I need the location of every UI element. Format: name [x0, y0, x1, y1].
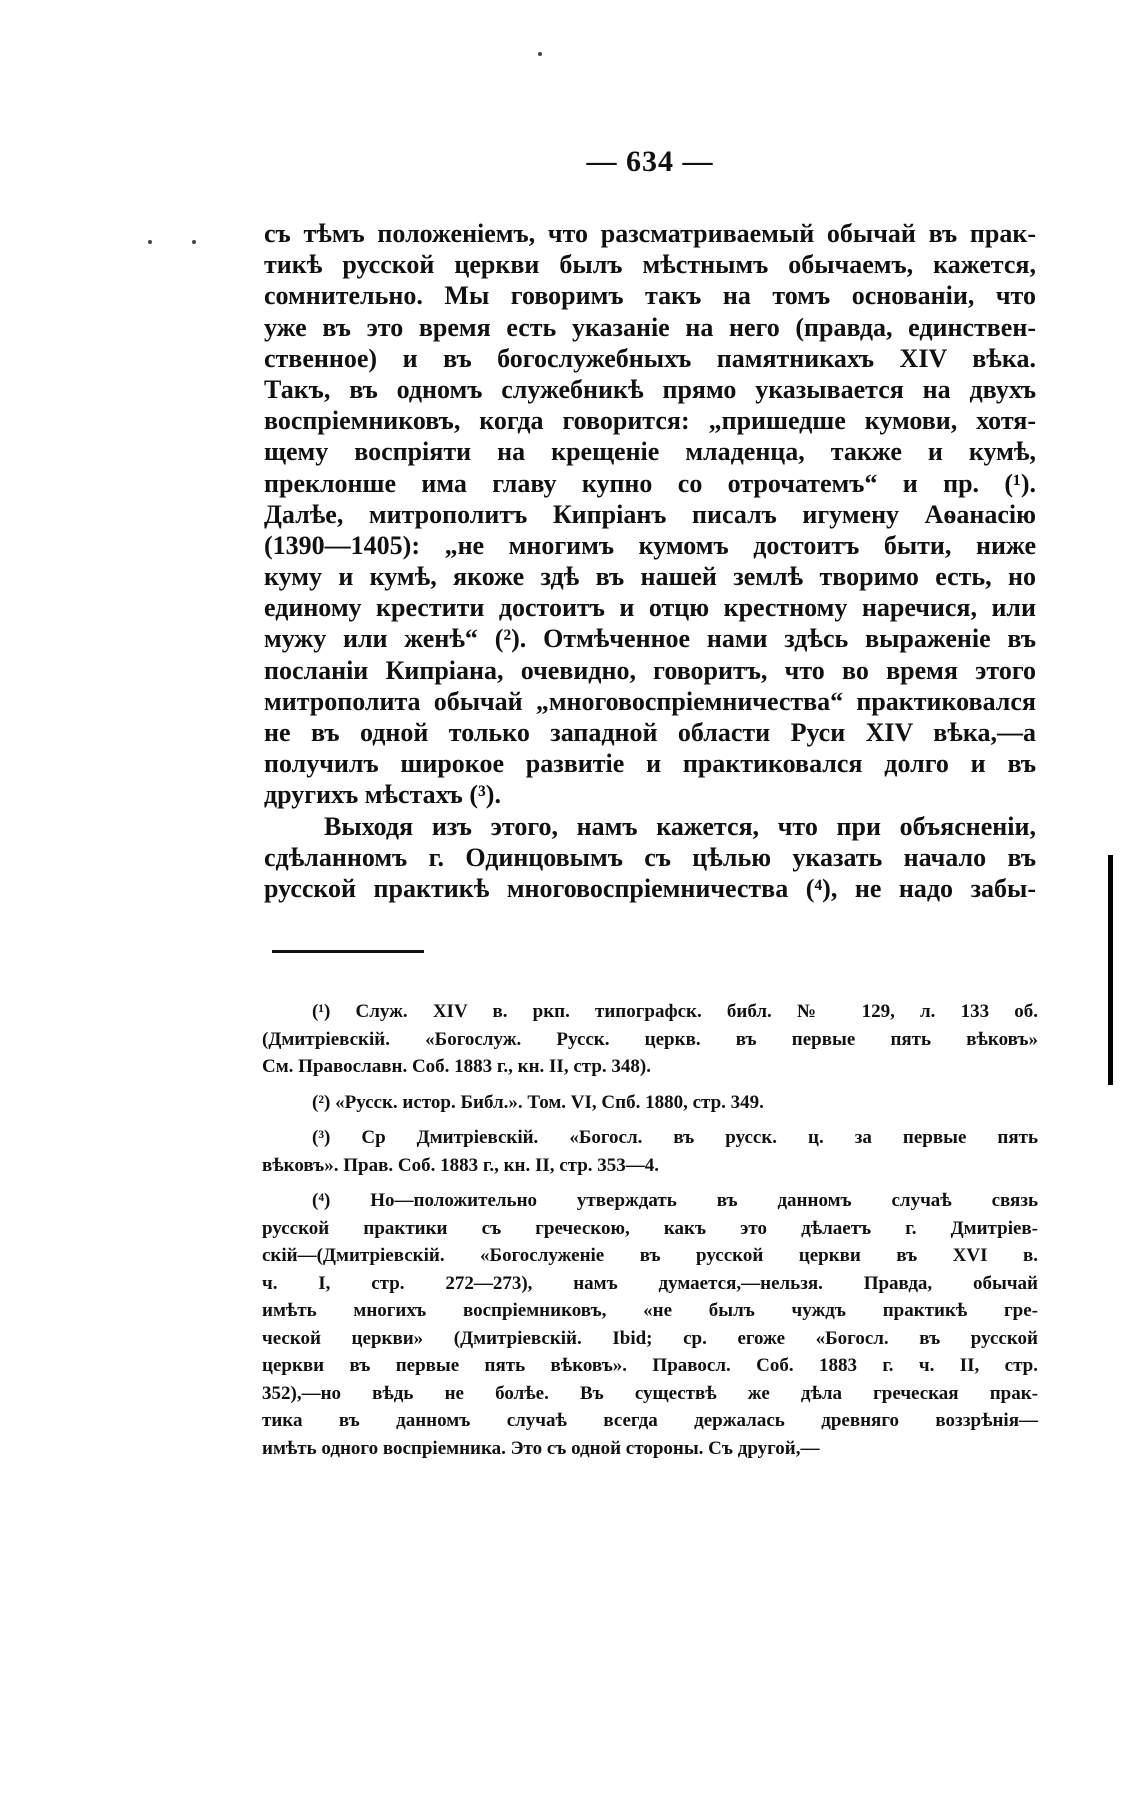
footnote-line: русской практики съ греческою, какъ это дѣлаетъ г. Дмитріев-: [262, 1217, 1038, 1239]
footnote-line: (³) Ср Дмитріевскій. «Богосл. въ русск. ц. за первые пять: [312, 1127, 1038, 1148]
text-line: ственное) и въ богослужебныхъ памятникахъ XIV вѣка.: [264, 343, 1036, 373]
text-line: посланіи Кипріана, очевидно, говоритъ, что во время этого: [264, 655, 1036, 685]
footnote-line: 352),—но вѣдь не болѣе. Въ существѣ же дѣла греческая прак-: [262, 1382, 1038, 1404]
text-line: съ тѣмъ положеніемъ, что разсматриваемый обычай въ прак-: [264, 219, 1036, 248]
scan-edge-mark: [1108, 855, 1113, 1085]
footnote-1: [262, 998, 1038, 1081]
text-line: уже въ это время есть указаніе на него (правда, единствен-: [264, 312, 1036, 342]
text-line: щему воспріяти на крещеніе младенца, также и кумѣ,: [264, 437, 1036, 467]
text-line: русской практикѣ многовоспріемничества (⁴), не надо забы-: [264, 873, 1036, 903]
text-line: не въ одной только западной области Руси XIV вѣка,—а: [264, 718, 1036, 747]
text-line: преклонше има главу купно со отрочатемъ“ и пр. (¹).: [264, 468, 1036, 498]
text-line: получилъ широкое развитіе и практиковался долго и въ: [264, 749, 1036, 779]
footnote-line: церкви въ первые пять вѣковъ». Правосл. Соб. 1883 г. ч. II, стр.: [262, 1355, 1038, 1376]
footnote-line: тика въ данномъ случаѣ всегда держалась древняго воззрѣнія—: [262, 1410, 1038, 1431]
text-line: единому крестити достоитъ и отцю крестному наречися, или: [264, 593, 1036, 623]
footnote-line: (Дмитріевскій. «Богослуж. Русск. церкв. въ первые пять вѣковъ»: [262, 1028, 1038, 1050]
text-line: мужу или женѣ“ (²). Отмѣченное нами здѣсь выраженіе въ: [264, 624, 1036, 654]
footnote-line: имѣть одного воспріемника. Это съ одной стороны. Съ другой,—: [262, 1437, 820, 1459]
footnote-line: ч. I, стр. 272—273), намъ думается,—нельзя. Правда, обычай: [262, 1272, 1038, 1294]
text-line: другихъ мѣстахъ (³).: [264, 780, 501, 810]
text-line: сомнительно. Мы говоримъ такъ на томъ основаніи, что: [264, 281, 1036, 311]
footnote-line: (²) «Русск. истор. Библ.». Том. VI, Спб. 1880, стр. 349.: [312, 1091, 764, 1113]
text-line: (1390—1405): „не многимъ кумомъ достоитъ быти, ниже: [264, 530, 1036, 560]
text-line: Выходя изъ этого, намъ кажется, что при объясненіи,: [324, 811, 1036, 841]
footnote-3: [262, 1124, 1038, 1179]
text-line: воспріемниковъ, когда говорится: „пришедше кумови, хотя-: [264, 406, 1036, 436]
scan-speck: [148, 240, 152, 244]
footnote-2: [262, 1089, 1038, 1117]
footnote-line: вѣковъ». Прав. Соб. 1883 г., кн. II, стр. 353—4.: [262, 1154, 660, 1176]
footnote-line: (¹) Служ. XIV в. ркп. типографск. библ. № 129, л. 133 об.: [312, 1001, 1038, 1022]
scan-speck: [538, 52, 542, 56]
footnote-line: скій—(Дмитріевскій. «Богослуженіе въ русской церкви въ XVI в.: [262, 1245, 1038, 1266]
text-line: Далѣе, митрополитъ Кипріанъ писалъ игумену Аѳанасію: [264, 499, 1036, 529]
text-line: Такъ, въ одномъ служебникѣ прямо указывается на двухъ: [264, 374, 1036, 404]
footnote-line: (⁴) Но—положительно утверждать въ данномъ случаѣ связь: [312, 1190, 1038, 1211]
footnote-divider: [272, 950, 424, 953]
scan-speck: [192, 240, 196, 244]
footnote-4: [262, 1187, 1038, 1462]
text-line: митрополита обычай „многовоспріемничества“ практиковался: [264, 686, 1036, 716]
footnotes-block: [262, 998, 1038, 1470]
text-line: тикѣ русской церкви былъ мѣстнымъ обычаемъ, кажется,: [264, 250, 1036, 280]
footnote-line: имѣть многихъ воспріемниковъ, «не былъ чуждъ практикѣ гре-: [262, 1300, 1038, 1321]
footnote-line: См. Православн. Соб. 1883 г., кн. II, стр. 348).: [262, 1056, 651, 1077]
footnote-line: ческой церкви» (Дмитріевскій. Ibid; ср. егоже «Богосл. въ русской: [262, 1327, 1038, 1349]
main-text-block: [264, 218, 1036, 904]
text-line: куму и кумѣ, якоже здѣ въ нашей землѣ творимо есть, но: [264, 562, 1036, 592]
page-number: — 634 —: [586, 145, 714, 178]
text-line: сдѣланномъ г. Одинцовымъ съ цѣлью указать начало въ: [264, 842, 1036, 872]
